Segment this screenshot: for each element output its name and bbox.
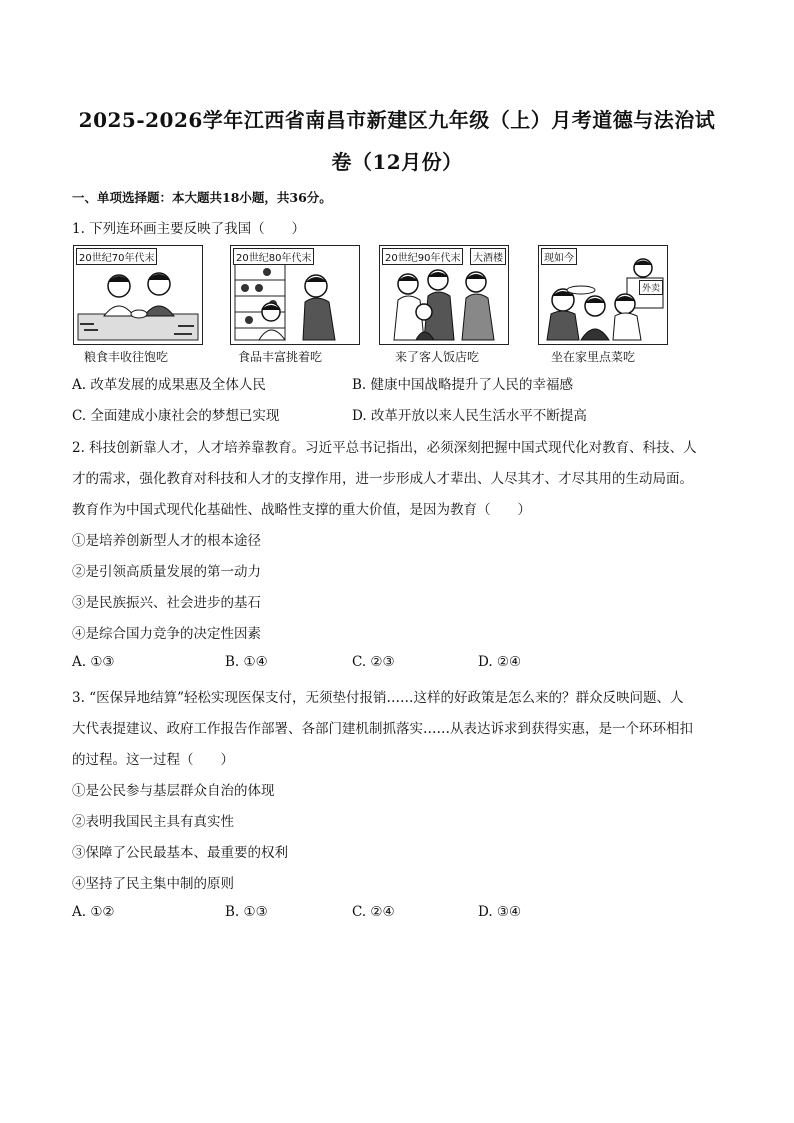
- section-heading: 一、单项选择题：本大题共18小题，共36分。: [72, 190, 332, 205]
- q1-option-a[interactable]: A. 改革发展的成果惠及全体人民: [72, 377, 266, 393]
- comic-tag-4b: 外卖: [639, 280, 663, 295]
- q2-item-2: ②是引领高质量发展的第一动力: [72, 564, 261, 580]
- comic-tag-4: 现如今: [541, 248, 577, 265]
- comic-caption-3: 来了客人饭店吃: [395, 350, 480, 364]
- comic-caption-4: 坐在家里点菜吃: [551, 350, 636, 364]
- q2-stem-line1: 2. 科技创新靠人才，人才培养靠教育。习近平总书记指出，必须深刻把握中国式现代化对教育、科技、人: [72, 440, 697, 456]
- q3-item-4: ④坚持了民主集中制的原则: [72, 876, 234, 892]
- page-title-line2: 卷（12月份）: [331, 150, 463, 174]
- q3-option-d[interactable]: D. ③④: [478, 904, 522, 920]
- q2-option-b[interactable]: B. ①④: [225, 654, 268, 670]
- comic-panel-2: [230, 245, 360, 345]
- comic-tag-1: 20世纪70年代末: [76, 248, 157, 265]
- q2-item-1: ①是培养创新型人才的根本途径: [72, 533, 261, 549]
- comic-tag-3: 20世纪90年代末: [382, 248, 463, 265]
- comic-panel-1: [73, 245, 203, 345]
- comic-tag-3b: 大酒楼: [470, 248, 506, 265]
- q3-option-b[interactable]: B. ①③: [225, 904, 268, 920]
- q2-option-a[interactable]: A. ①③: [72, 654, 115, 670]
- comic-caption-2: 食品丰富挑着吃: [238, 350, 323, 364]
- q3-option-a[interactable]: A. ①②: [72, 904, 115, 920]
- q2-item-4: ④是综合国力竞争的决定性因素: [72, 626, 261, 642]
- q3-stem-line3: 的过程。这一过程（ ）: [72, 752, 234, 768]
- q1-stem: 1. 下列连环画主要反映了我国（ ）: [72, 221, 306, 237]
- q2-option-c[interactable]: C. ②③: [352, 654, 395, 670]
- q2-item-3: ③是民族振兴、社会进步的基石: [72, 595, 261, 611]
- comic-panel-3: [379, 245, 509, 345]
- q2-option-d[interactable]: D. ②④: [478, 654, 522, 670]
- q3-item-2: ②表明我国民主具有真实性: [72, 814, 234, 830]
- q1-option-c[interactable]: C. 全面建成小康社会的梦想已实现: [72, 408, 280, 424]
- page-title-line1: 2025-2026学年江西省南昌市新建区九年级（上）月考道德与法治试: [78, 108, 716, 132]
- comic-tag-2: 20世纪80年代末: [233, 248, 314, 265]
- q3-stem-line1: 3. “医保异地结算”轻松实现医保支付，无须垫付报销……这样的好政策是怎么来的？群众反映问题、人: [72, 690, 684, 706]
- q3-option-c[interactable]: C. ②④: [352, 904, 395, 920]
- q2-stem-line2: 才的需求，强化教育对科技和人才的支撑作用，进一步形成人才辈出、人尽其才、才尽其用的生动局面。: [72, 471, 693, 487]
- q3-item-3: ③保障了公民最基本、最重要的权利: [72, 845, 288, 861]
- q3-item-1: ①是公民参与基层群众自治的体现: [72, 783, 275, 799]
- comic-panel-4: [538, 245, 668, 345]
- comic-caption-1: 粮食丰收往饱吃: [84, 350, 169, 364]
- q1-option-d[interactable]: D. 改革开放以来人民生活水平不断提高: [352, 408, 587, 424]
- q1-option-b[interactable]: B. 健康中国战略提升了人民的幸福感: [352, 377, 574, 393]
- q2-stem-line3: 教育作为中国式现代化基础性、战略性支撑的重大价值，是因为教育（ ）: [72, 502, 531, 518]
- q3-stem-line2: 大代表提建议、政府工作报告作部署、各部门建机制抓落实……从表达诉求到获得实惠，是一个环环相扣: [72, 721, 693, 737]
